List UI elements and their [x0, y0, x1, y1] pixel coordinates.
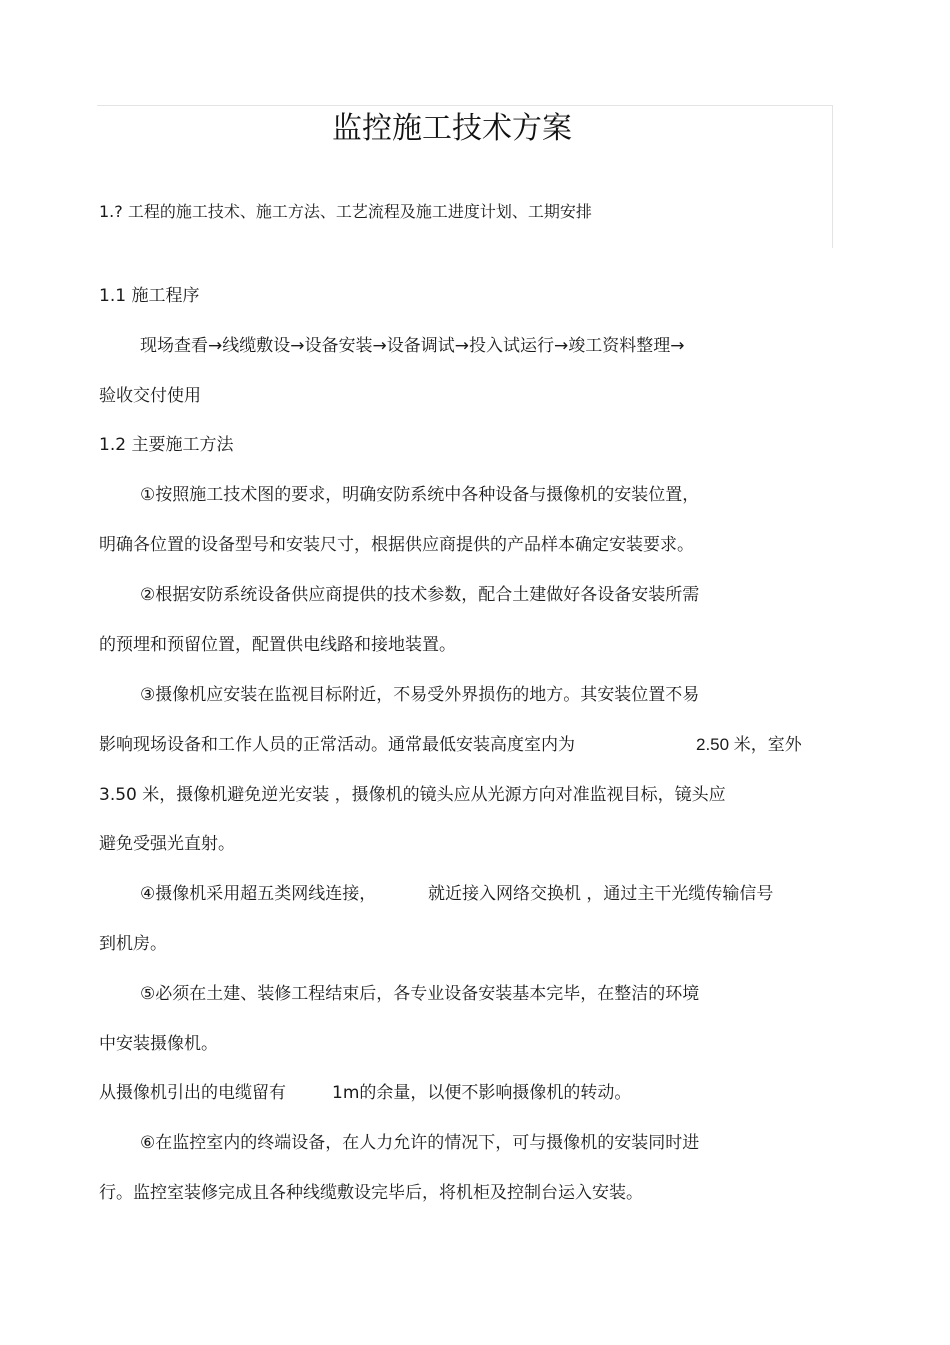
document-title: 监控施工技术方案 [332, 111, 572, 146]
method-item-4-line-1b: 就近接入网络交换机 ，通过主干光缆传输信号 [428, 884, 774, 904]
page-frame-top-rule [97, 105, 833, 106]
method-item-3-line-2a: 影响现场设备和工作人员的正常活动。通常最低安装高度室内为 [99, 735, 575, 755]
cable-slack-line-b: 1m的余量，以便不影响摄像机的转动。 [332, 1083, 632, 1103]
method-item-2-line-1: ②根据安防系统设备供应商提供的技术参数，配合土建做好各设备安装所需 [140, 585, 700, 605]
procedure-line-2: 验收交付使用 [99, 386, 201, 406]
method-item-2-line-2: 的预埋和预留位置，配置供电线路和接地装置。 [99, 635, 456, 655]
section-1-1-heading: 1.1 施工程序 [99, 286, 200, 306]
method-item-1-line-1: ①按照施工技术图的要求，明确安防系统中各种设备与摄像机的安装位置， [140, 485, 700, 505]
cable-slack-line-a: 从摄像机引出的电缆留有 [99, 1083, 286, 1103]
method-item-1-line-2: 明确各位置的设备型号和安装尺寸，根据供应商提供的产品样本确定安装要求。 [99, 535, 694, 555]
method-item-3-line-2b: 2.50 米，室外 [696, 735, 802, 754]
method-item-3-line-4: 避免受强光直射。 [99, 834, 235, 854]
section-1-2-heading: 1.2 主要施工方法 [99, 435, 234, 455]
method-item-3-line-3: 3.50 米，摄像机避免逆光安装 ，摄像机的镜头应从光源方向对准监视目标，镜头应 [99, 785, 726, 805]
method-item-5-line-1: ⑤必须在土建、装修工程结束后，各专业设备安装基本完毕，在整洁的环境 [140, 984, 700, 1004]
method-item-5-line-2: 中安装摄像机。 [99, 1034, 218, 1054]
method-item-3-line-1: ③摄像机应安装在监视目标附近，不易受外界损伤的地方。其安装位置不易 [140, 685, 700, 705]
method-item-6-line-1: ⑥在监控室内的终端设备，在人力允许的情况下，可与摄像机的安装同时进 [140, 1133, 700, 1153]
section-1-heading: 1.? 工程的施工技术、施工方法、工艺流程及施工进度计划、工期安排 [99, 202, 592, 221]
procedure-line-1: 现场查看→线缆敷设→设备安装→设备调试→投入试运行→竣工资料整理→ [140, 336, 685, 356]
method-item-6-line-2: 行。监控室装修完成且各种线缆敷设完毕后，将机柜及控制台运入安装。 [99, 1183, 643, 1203]
method-item-4-line-2: 到机房。 [99, 934, 167, 954]
method-item-4-line-1a: ④摄像机采用超五类网线连接， [140, 884, 377, 904]
